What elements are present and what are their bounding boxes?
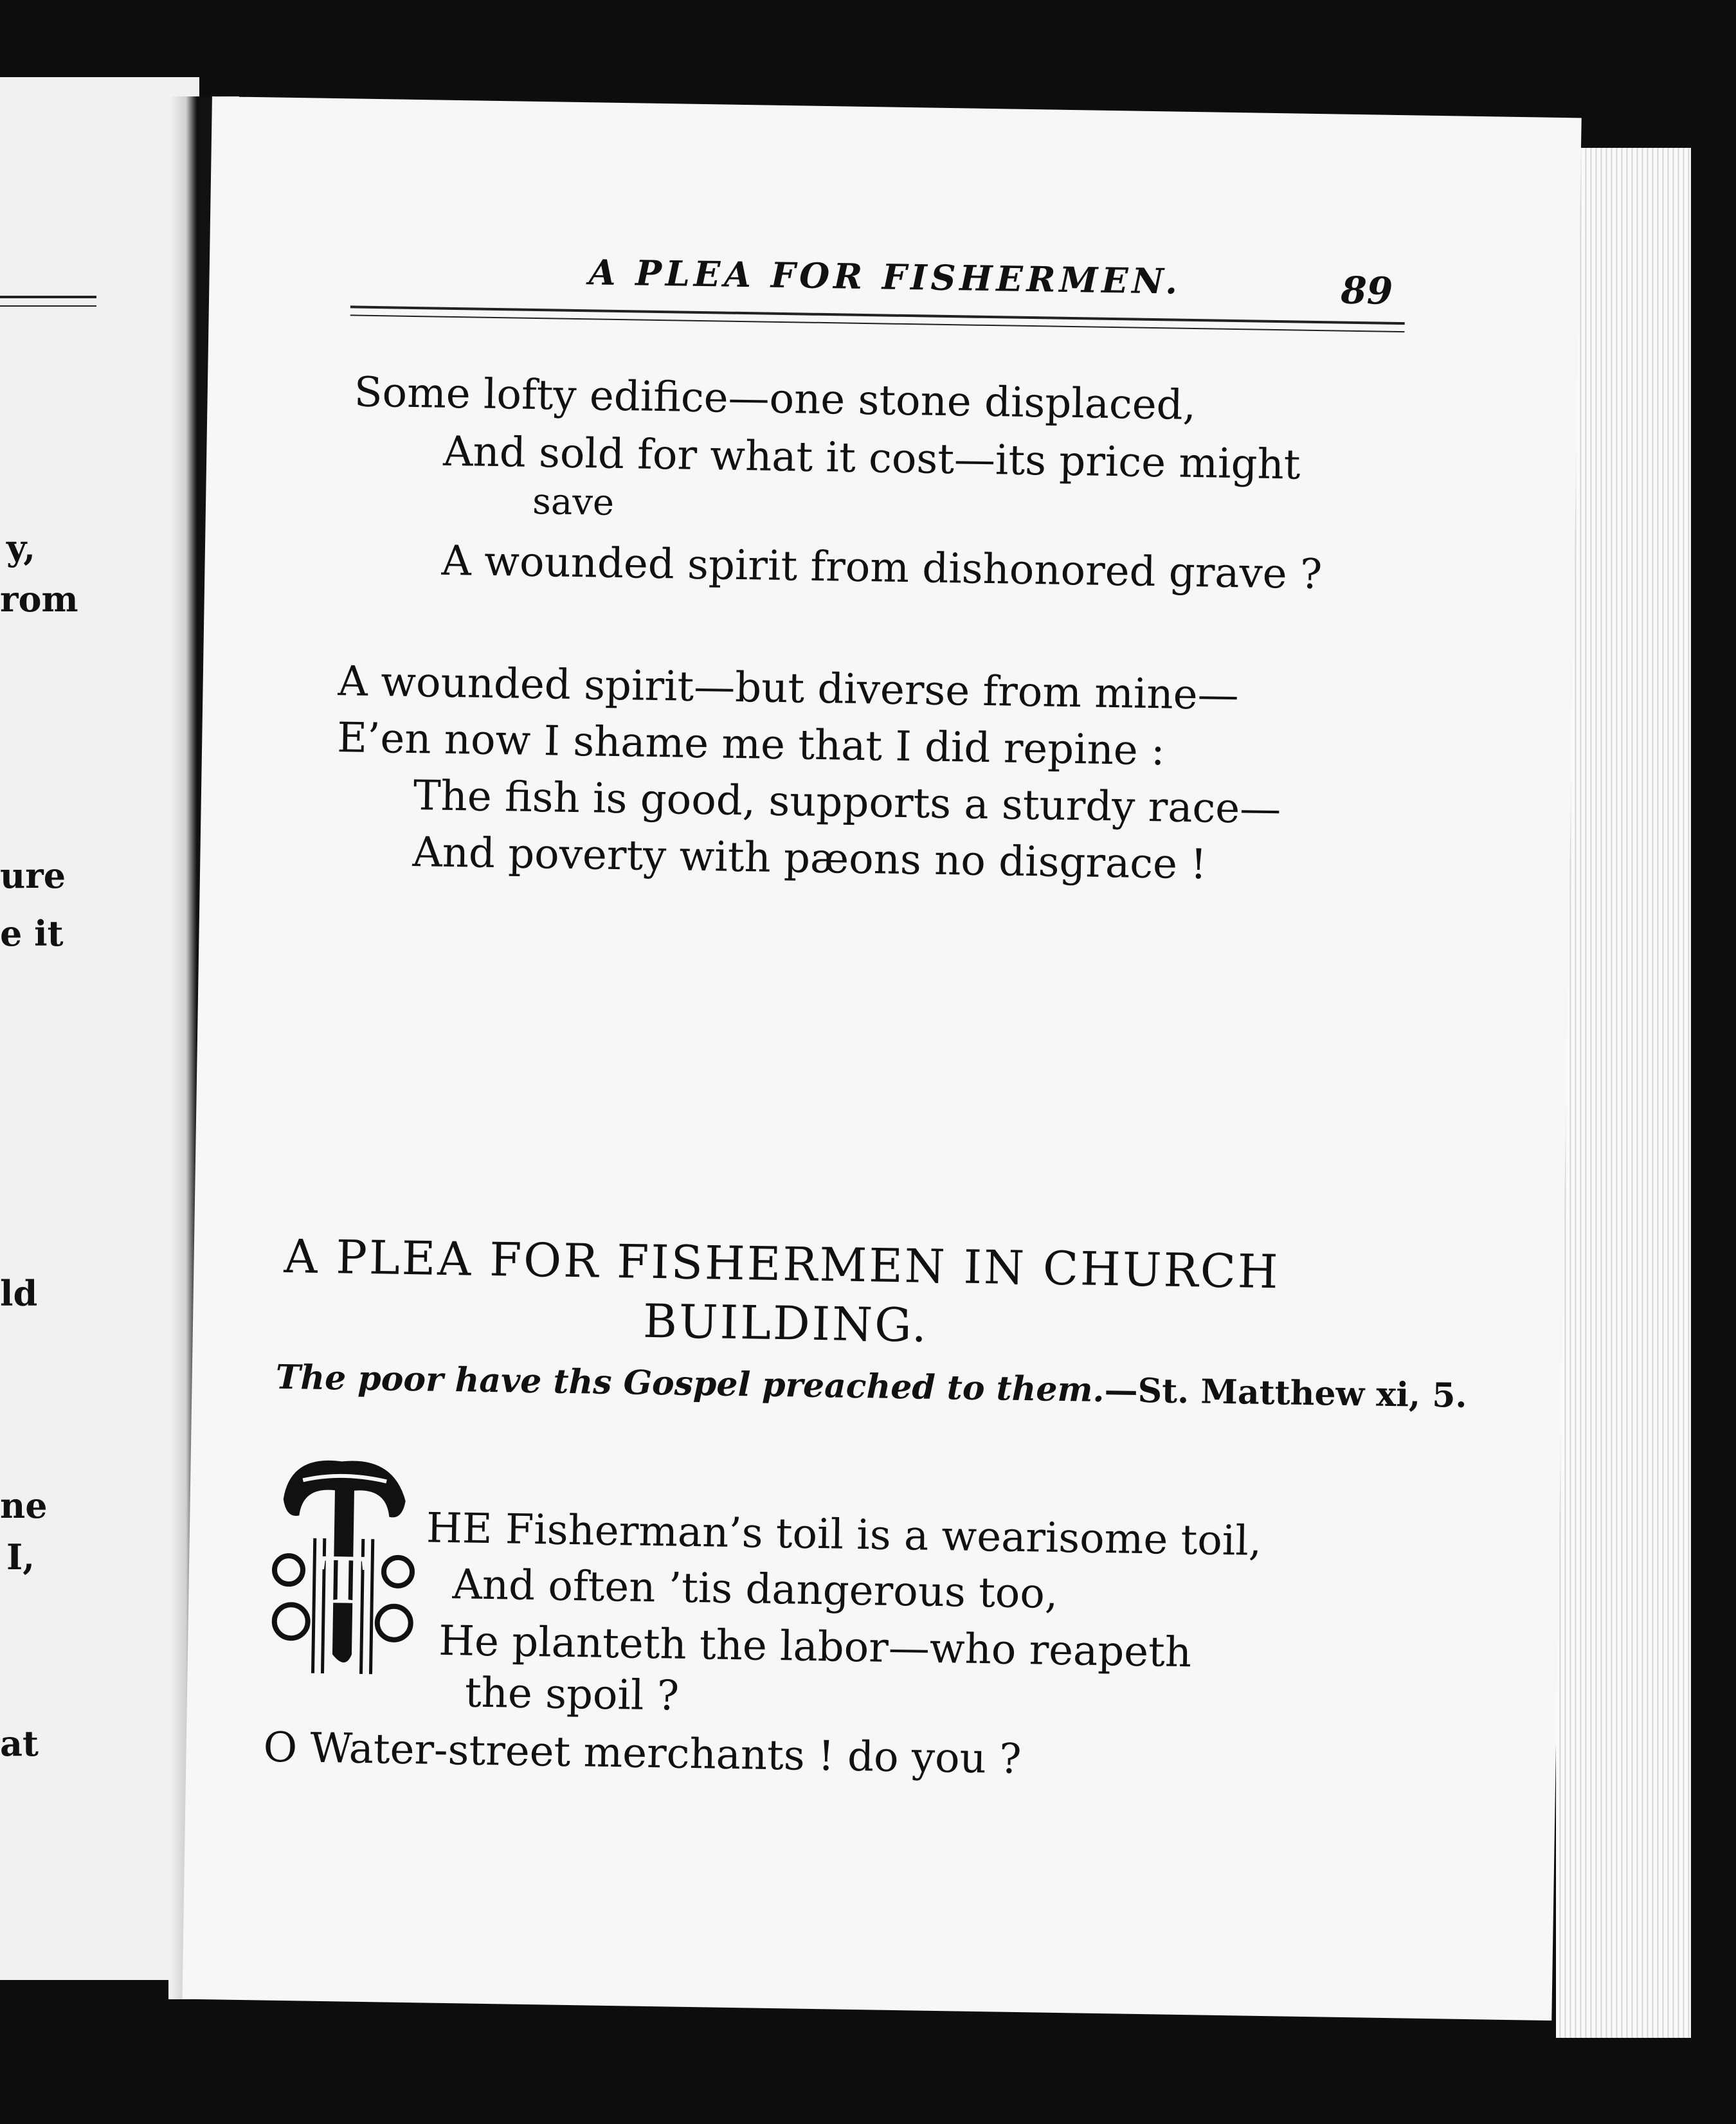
left-page-fragment: ld	[0, 1273, 38, 1314]
poem-line: And often ’tis dangerous too,	[452, 1561, 1058, 1618]
poem-line: The fish is good, supports a sturdy race—	[413, 772, 1281, 834]
poem-line: And poverty with pæons no disgrace !	[411, 829, 1207, 889]
section-title-continued: BUILDING.	[642, 1293, 929, 1353]
header-rule	[350, 305, 1405, 325]
poem-line: A wounded spirit from dishonored grave ?	[441, 537, 1323, 599]
poem-line: Some lofty edifice—one stone displaced,	[354, 368, 1197, 430]
running-header: A PLEA FOR FISHERMEN.	[588, 251, 1182, 302]
epigraph-quote: The poor have ths Gospel preached to them.	[275, 1357, 1105, 1410]
left-page-fragment: ne	[0, 1485, 48, 1526]
left-page-fragment: rom	[0, 579, 78, 620]
left-header-rule-thin	[0, 305, 96, 307]
poem-line: He planteth the labor—who reapeth	[438, 1617, 1192, 1677]
epigraph	[275, 1358, 1467, 1416]
page-number: 89	[1340, 268, 1393, 313]
left-page-fragment: ure	[0, 855, 66, 896]
left-page-fragment: e it	[0, 913, 64, 954]
ornamental-dropcap-t	[261, 1441, 426, 1688]
poem-line: A wounded spirit—but diverse from mine—	[338, 658, 1240, 720]
right-page	[183, 96, 1582, 2021]
section-title: A PLEA FOR FISHERMEN IN CHURCH	[284, 1228, 1281, 1299]
poem-line: And sold for what it cost—its price might	[442, 428, 1301, 489]
poem-line: E’en now I shame me that I did repine :	[336, 714, 1166, 775]
poem-line: O Water-street merchants ! do you ?	[263, 1724, 1022, 1784]
poem-line: save	[532, 480, 615, 524]
poem-line: HE Fisherman’s toil is a wearisome toil,	[426, 1504, 1262, 1565]
left-page-fragment: y,	[6, 527, 36, 568]
left-page-fragment: at	[0, 1723, 39, 1764]
epigraph-source: —St. Matthew xi, 5.	[1104, 1371, 1468, 1416]
left-page-fragment: I,	[6, 1536, 35, 1578]
left-header-rule	[0, 296, 96, 298]
header-rule-thin	[350, 314, 1405, 332]
poem-line: the spoil ?	[464, 1669, 680, 1720]
dropcap-letter: T	[319, 1539, 368, 1619]
